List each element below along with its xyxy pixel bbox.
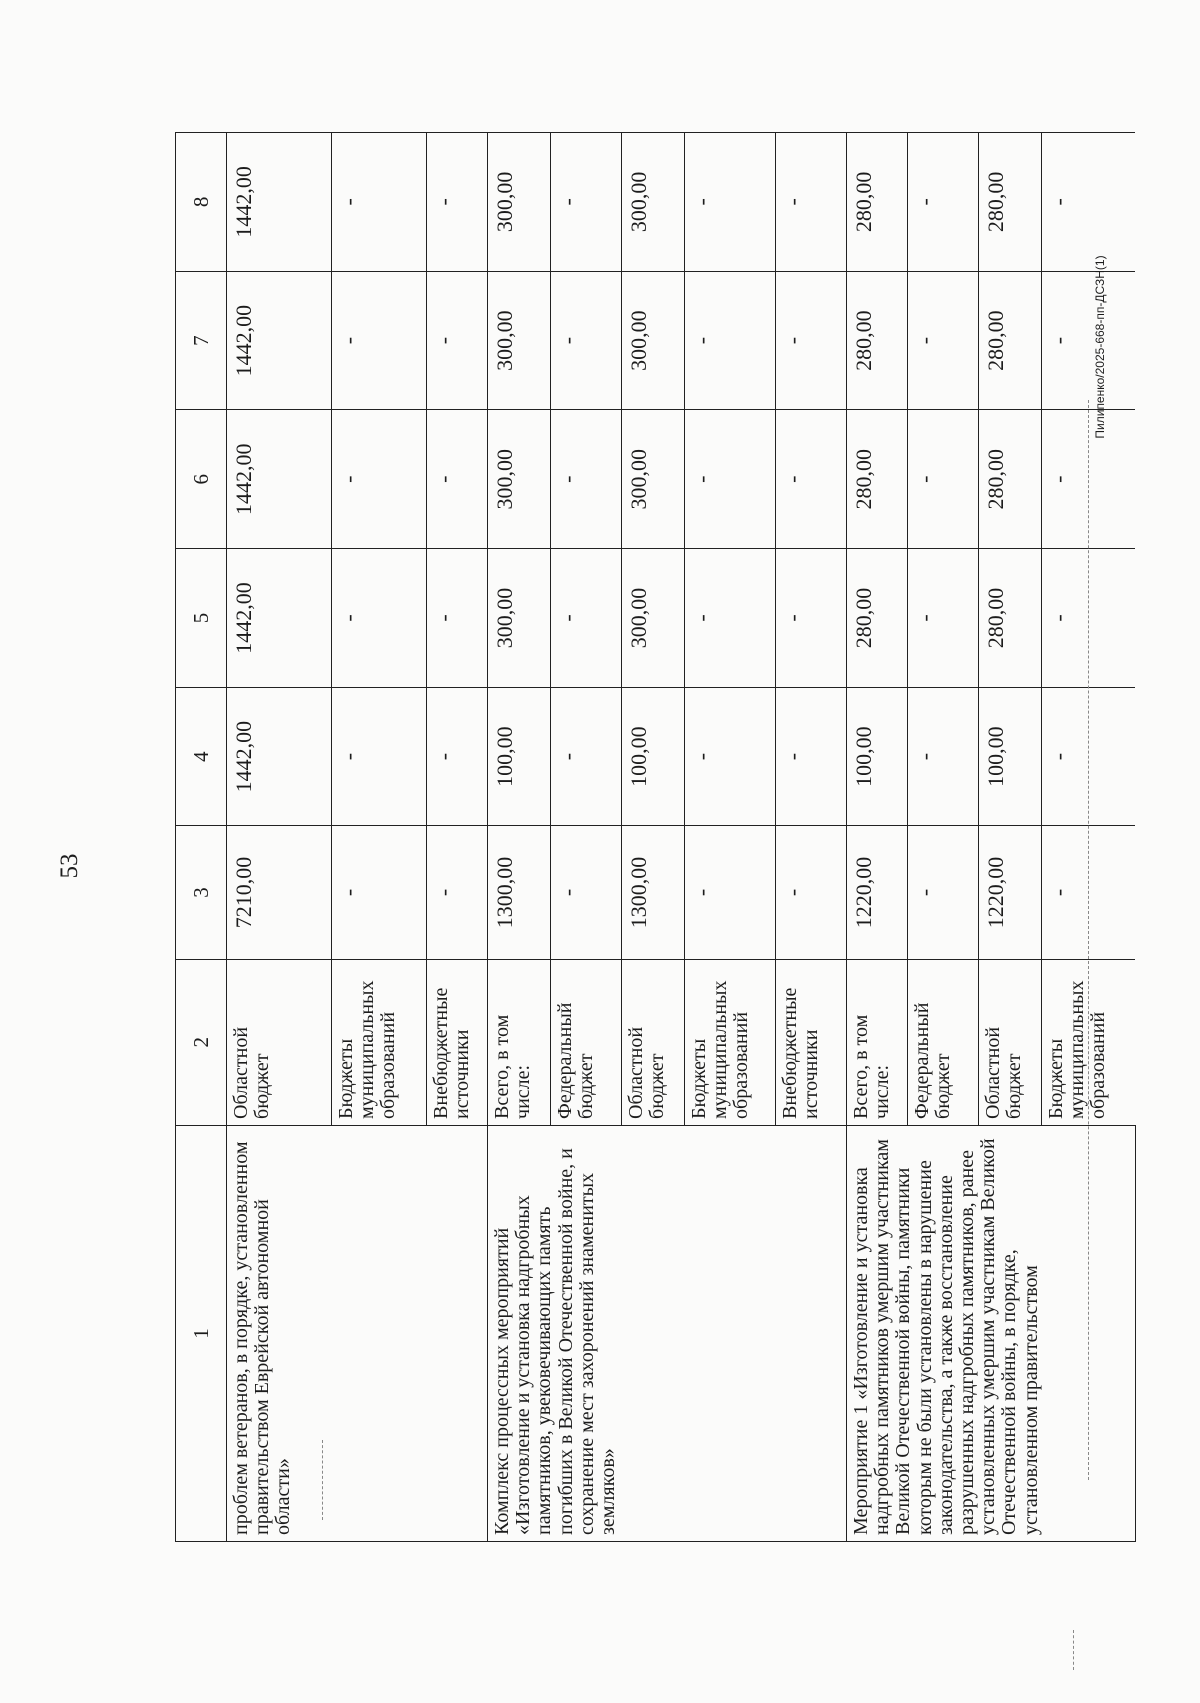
value-cell: - [332,549,427,688]
funding-source-cell: Бюджеты муниципальных образований [1042,959,1136,1125]
value-cell: - [908,271,979,410]
value-cell: - [427,687,488,826]
value-cell: 100,00 [979,687,1042,826]
value-cell: - [551,410,622,549]
value-cell: - [908,687,979,826]
value-cell: - [908,826,979,959]
funding-source-cell: Бюджеты муниципальных образований [685,959,776,1125]
funding-source-cell: Бюджеты муниципальных образований [332,959,427,1125]
value-cell: 100,00 [488,687,551,826]
scan-artifact-line [1088,400,1089,1480]
value-cell: - [1042,133,1136,272]
value-cell: - [685,549,776,688]
value-cell: 280,00 [847,410,908,549]
value-cell: - [1042,271,1136,410]
value-cell: - [1042,410,1136,549]
value-cell: 100,00 [622,687,685,826]
value-cell: 1442,00 [227,410,332,549]
table-row [488,133,551,1542]
funding-source-cell: Федеральный бюджет [551,959,622,1125]
value-cell: 1300,00 [488,826,551,959]
value-cell: 280,00 [979,410,1042,549]
value-cell: - [427,549,488,688]
funding-source-cell: Всего, в том числе: [847,959,908,1125]
value-cell: 1442,00 [227,271,332,410]
header-cell: 2 [176,959,227,1125]
value-cell: - [776,271,847,410]
value-cell: 1442,00 [227,687,332,826]
value-cell: - [1042,549,1136,688]
value-cell: 300,00 [488,271,551,410]
value-cell: 1442,00 [227,549,332,688]
funding-source-cell: Областной бюджет [622,959,685,1125]
value-cell: - [685,271,776,410]
value-cell: - [1042,826,1136,959]
value-cell: - [685,826,776,959]
header-cell: 3 [176,826,227,959]
value-cell: - [551,271,622,410]
activity-cell: Мероприятие 1 «Изготовление и установка надгробных памятников умершим участникам Великой Отечественной войны, памятники которым не были установлены в нарушение законодательства, а также восстановление разрушенных надгробных памятников, ранее установленных умершим участникам Великой Отечественной войны, в порядке, установленном правительством [847,1125,1136,1541]
value-cell: - [908,410,979,549]
value-cell: - [776,687,847,826]
value-cell: 100,00 [847,687,908,826]
value-cell: - [908,133,979,272]
value-cell: - [551,826,622,959]
value-cell: 300,00 [488,549,551,688]
value-cell: - [908,549,979,688]
funding-source-cell: Всего, в том числе: [488,959,551,1125]
value-cell: 300,00 [622,410,685,549]
value-cell: 300,00 [488,410,551,549]
value-cell: - [427,133,488,272]
scan-artifact-line [1073,1630,1074,1670]
value-cell: - [551,687,622,826]
value-cell: - [776,549,847,688]
funding-source-cell: Областной бюджет [227,959,332,1125]
header-cell: 1 [176,1125,227,1541]
table-row [847,133,908,1542]
value-cell: - [332,133,427,272]
header-cell: 6 [176,410,227,549]
value-cell: - [685,133,776,272]
value-cell: - [427,271,488,410]
header-cell: 5 [176,549,227,688]
value-cell: 300,00 [622,271,685,410]
value-cell: 280,00 [979,549,1042,688]
funding-source-cell: Федеральный бюджет [908,959,979,1125]
funding-source-cell: Областной бюджет [979,959,1042,1125]
value-cell: 300,00 [622,549,685,688]
value-cell: - [427,826,488,959]
header-cell: 7 [176,271,227,410]
value-cell: - [551,133,622,272]
page-number: 53 [56,853,83,879]
value-cell: 280,00 [847,549,908,688]
value-cell: 280,00 [979,271,1042,410]
funding-source-cell: Внебюджетные источники [427,959,488,1125]
value-cell: - [332,410,427,549]
value-cell: - [551,549,622,688]
header-row [176,133,227,1542]
scan-artifact-line [322,1440,323,1520]
value-cell: - [685,687,776,826]
value-cell: 300,00 [488,133,551,272]
value-cell: 280,00 [847,271,908,410]
value-cell: - [332,826,427,959]
value-cell: - [332,687,427,826]
activity-cell: проблем ветеранов, в порядке, установленном правительством Еврейской автономной области» [227,1125,488,1541]
activity-cell: Комплекс процессных мероприятий «Изготовление и установка надгробных памятников, увековечивающих память погибших в Великой Отечественной войне, и сохранение мест захоронений знаменитых земляков» [488,1125,847,1541]
header-cell: 8 [176,133,227,272]
value-cell: - [685,410,776,549]
value-cell: 7210,00 [227,826,332,959]
value-cell: 1442,00 [227,133,332,272]
value-cell: 280,00 [847,133,908,272]
document-reference-text: Пилипенко/2025-668-пп-ДСЗН(1) [1093,255,1107,439]
value-cell: - [776,410,847,549]
value-cell: 1220,00 [847,826,908,959]
value-cell: 300,00 [622,133,685,272]
value-cell: - [1042,687,1136,826]
value-cell: 1220,00 [979,826,1042,959]
header-cell: 4 [176,687,227,826]
value-cell: - [332,271,427,410]
value-cell: - [427,410,488,549]
budget-table [175,132,1136,1542]
value-cell: - [776,826,847,959]
table-row [227,133,332,1542]
value-cell: - [776,133,847,272]
funding-source-cell: Внебюджетные источники [776,959,847,1125]
value-cell: 280,00 [979,133,1042,272]
value-cell: 1300,00 [622,826,685,959]
